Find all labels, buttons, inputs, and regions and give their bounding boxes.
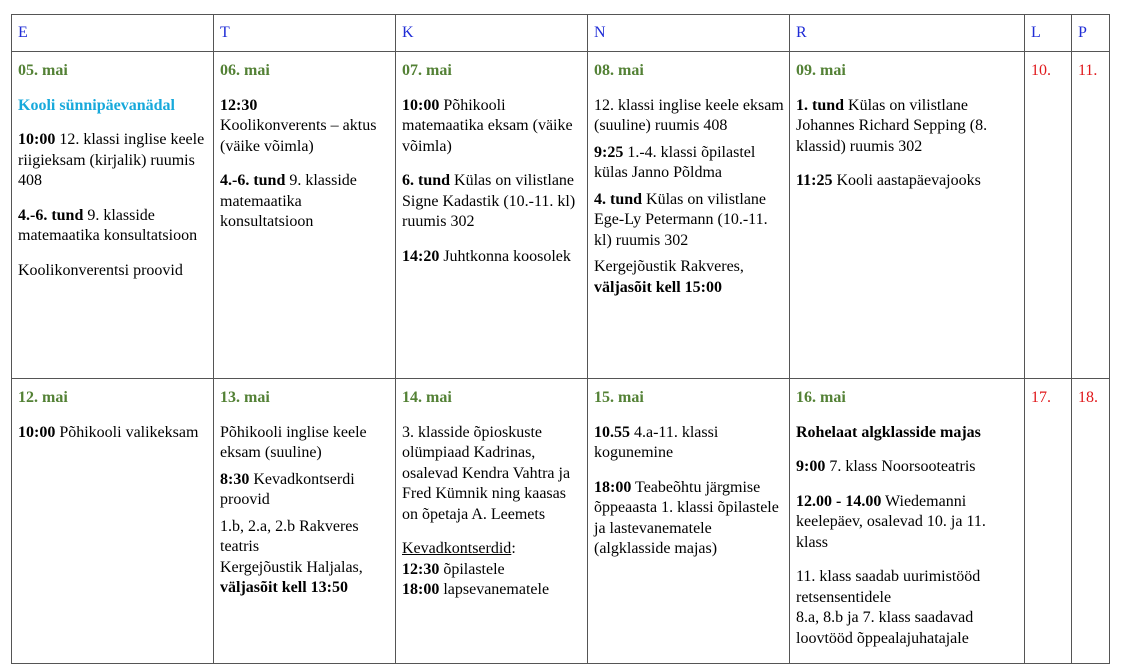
event-entry: Koolikonverentsi proovid <box>18 261 183 279</box>
weekly-calendar <box>11 14 1110 664</box>
day-cell-16 <box>790 379 1025 664</box>
event-entry: 3. klasside õpioskuste olümpiaad Kadrinas, osalevad Kendra Vahtra ja Fred Kümnik ning kaasas on õpetaja A. Leemets <box>402 423 571 523</box>
day-cell-08 <box>588 52 790 379</box>
day-date: 09. mai <box>796 62 846 79</box>
weekday-header-tue: T <box>214 15 396 52</box>
event-entry: 8:30 Kevadkontserdi proovid <box>220 470 355 508</box>
weekday-header-mon: E <box>12 15 214 52</box>
day-cell-09 <box>790 52 1025 379</box>
weekend-date: 11. <box>1078 62 1098 79</box>
concert-list: Kevadkontserdid: 12:30 õpilastele 18:00 lapsevanematele <box>402 540 550 598</box>
week-row-1 <box>12 52 1110 379</box>
day-date: 12. mai <box>18 389 68 406</box>
day-cell-06 <box>214 52 396 379</box>
event-entry: 12.00 - 14.00 Wiedemanni keelepäev, osalevad 10. ja 11. klass <box>796 492 986 551</box>
event-entry: 11. klass saadab uurimistööd retsensentidele <box>796 568 981 606</box>
day-date: 13. mai <box>220 389 270 406</box>
day-date: 05. mai <box>18 62 68 79</box>
event-entry: 1. tund Külas on vilistlane Johannes Richard Sepping (8. klassid) ruumis 302 <box>796 96 988 155</box>
weekend-date: 18. <box>1078 389 1098 406</box>
weekday-header-row <box>12 15 1110 52</box>
day-cell-14 <box>396 379 588 664</box>
event-entry: 4. tund Külas on vilistlane Ege-Ly Petermann (10.-11. kl) ruumis 302 <box>594 190 768 249</box>
event-entry: Kergejõustik Rakveres, väljasõit kell 15:00 <box>594 258 744 296</box>
weekday-header-sat: L <box>1025 15 1072 52</box>
weekend-date: 17. <box>1031 389 1051 406</box>
event-entry: 9:25 1.-4. klassi õpilastel külas Janno Põldma <box>594 143 756 181</box>
event-entry: 11:25 Kooli aastapäevajooks <box>796 172 981 189</box>
event-entry: 10:00 Põhikooli matemaatika eksam (väike võimla) <box>402 96 573 155</box>
event-entry: 8.a, 8.b ja 7. klass saadavad loovtööd õppealajuhatajale <box>796 609 974 647</box>
event-entry: 1.b, 2.a, 2.b Rakveres teatris <box>220 517 359 555</box>
event-entry: 4.-6. tund 9. klasside matemaatika konsultatsioon <box>18 206 198 244</box>
event-entry: Kergejõustik Haljalas, väljasõit kell 13:50 <box>220 558 363 596</box>
event-entry: 14:20 Juhtkonna koosolek <box>402 247 571 265</box>
week-highlight: Kooli sünnipäevanädal <box>18 96 175 114</box>
week-row-2 <box>12 379 1110 664</box>
day-cell-15 <box>588 379 790 664</box>
event-entry: Põhikooli inglise keele eksam (suuline) <box>220 423 367 461</box>
day-cell-11 <box>1072 52 1110 379</box>
day-date: 16. mai <box>796 389 846 406</box>
event-entry: 10:00 12. klassi inglise keele riigieksam (kirjalik) ruumis 408 <box>18 131 205 189</box>
day-cell-18 <box>1072 379 1110 664</box>
weekday-header-thu: N <box>588 15 790 52</box>
event-entry: 12:30 Koolikonverents – aktus (väike võimla) <box>220 96 377 155</box>
day-date: 06. mai <box>220 62 270 79</box>
event-entry: 12. klassi inglise keele eksam (suuline) ruumis 408 <box>594 96 784 134</box>
event-entry: 6. tund Külas on vilistlane Signe Kadastik (10.-11. kl) ruumis 302 <box>402 172 576 230</box>
day-cell-12 <box>12 379 214 664</box>
day-date: 15. mai <box>594 389 644 406</box>
event-entry: 4.-6. tund 9. klasside matemaatika konsultatsioon <box>220 172 357 230</box>
event-entry: 10:00 Põhikooli valikeksam <box>18 423 199 441</box>
day-cell-13 <box>214 379 396 664</box>
day-cell-17 <box>1025 379 1072 664</box>
day-cell-10 <box>1025 52 1072 379</box>
weekend-date: 10. <box>1031 62 1051 79</box>
day-date: 08. mai <box>594 62 644 79</box>
day-cell-05 <box>12 52 214 379</box>
event-entry: Rohelaat algklasside majas <box>796 423 981 441</box>
weekday-header-sun: P <box>1072 15 1110 52</box>
day-date: 14. mai <box>402 389 452 406</box>
weekday-header-wed: K <box>396 15 588 52</box>
day-date: 07. mai <box>402 62 452 79</box>
day-cell-07 <box>396 52 588 379</box>
event-entry: 10.55 4.a-11. klassi kogunemine <box>594 423 719 461</box>
weekday-header-fri: R <box>790 15 1025 52</box>
event-entry: 9:00 7. klass Noorsooteatris <box>796 458 976 475</box>
event-entry: 18:00 Teabeõhtu järgmise õppeaasta 1. klassi õpilastele ja lastevanematele (algklasside majas) <box>594 478 779 557</box>
